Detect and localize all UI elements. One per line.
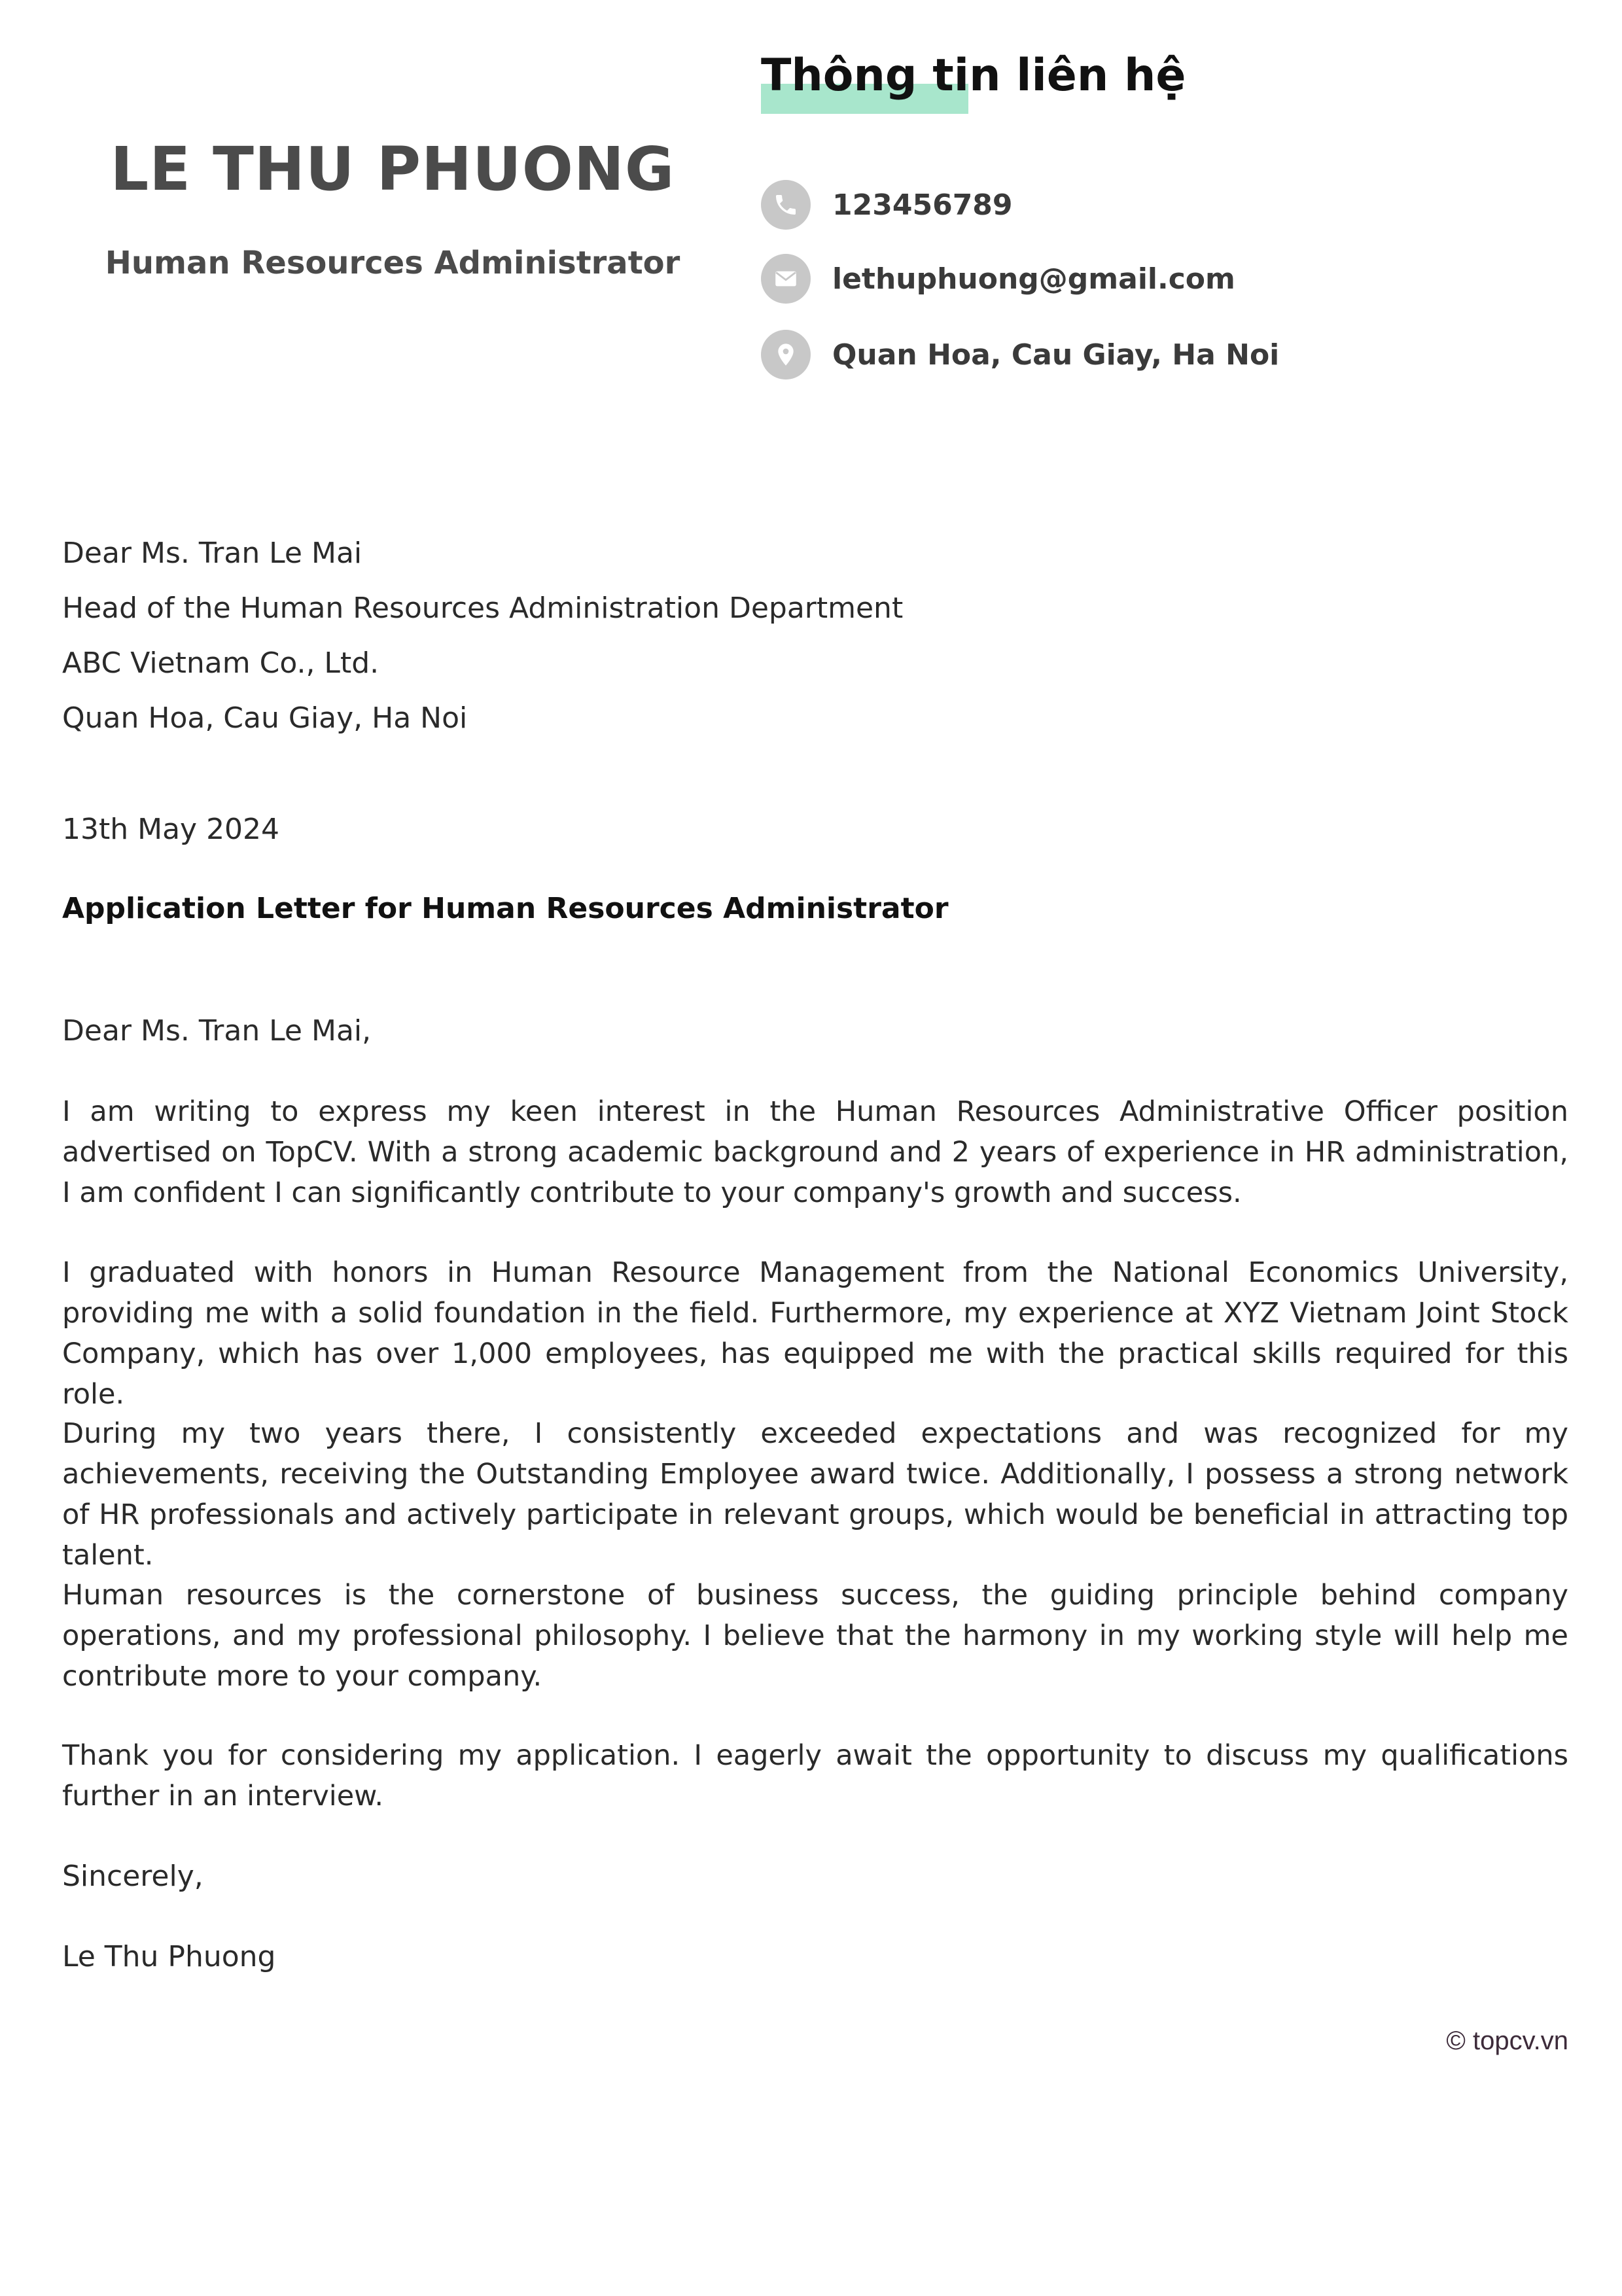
applicant-job-title: Human Resources Administrator <box>105 245 680 281</box>
letter-paragraph: During my two years there, I consistently exceeded expectations and was recognized for my achievements, receiving the Outstanding Employee award twice. Additionally, I possess a strong network of HR professionals and actively participate in relevant groups, which would be beneficial in attracting top talent. <box>62 1417 1568 1572</box>
letter-paragraph: Thank you for considering my application. I eagerly await the opportunity to discuss my qualifications further in an interview. <box>62 1739 1568 1812</box>
letter-closing: Sincerely, <box>62 1860 203 1893</box>
contact-email-row <box>761 253 1235 304</box>
contact-address-row <box>761 329 1279 380</box>
letter-paragraph: I graduated with honors in Human Resource Management from the National Economics University, providing me with a solid foundation in the field. Furthermore, my experience at XYZ Vietnam Joint Stock Company, which has over 1,000 employees, has equipped me with the practical skills required for this role. <box>62 1256 1568 1411</box>
letter-salutation: Dear Ms. Tran Le Mai, <box>62 1014 372 1048</box>
recipient-address: Quan Hoa, Cau Giay, Ha Noi <box>62 701 468 735</box>
letter-date: 13th May 2024 <box>62 813 280 846</box>
map-pin-icon <box>761 330 811 380</box>
envelope-icon <box>761 254 811 304</box>
recipient-company: ABC Vietnam Co., Ltd. <box>62 646 379 680</box>
letter-paragraph: I am writing to express my keen interest in the Human Resources Administrative Officer position advertised on TopCV. With a strong academic background and 2 years of experience in HR administration, I am confident I can significantly contribute to your company's growth and success. <box>62 1095 1568 1209</box>
letter-signature: Le Thu Phuong <box>62 1940 276 1973</box>
recipient-position: Head of the Human Resources Administration Department <box>62 592 904 625</box>
letter-subject: Application Letter for Human Resources Administrator <box>62 892 949 925</box>
contact-heading: Thông tin liên hệ <box>761 50 1186 101</box>
topcv-watermark: © topcv.vn <box>1446 2026 1568 2055</box>
recipient-block <box>62 526 1568 746</box>
contact-address: Quan Hoa, Cau Giay, Ha Noi <box>832 338 1280 372</box>
contact-phone-row <box>761 179 1013 230</box>
applicant-name: LE THU PHUONG <box>110 134 675 204</box>
phone-icon <box>761 180 811 230</box>
recipient-name: Dear Ms. Tran Le Mai <box>62 537 362 570</box>
contact-phone: 123456789 <box>832 188 1013 222</box>
contact-email: lethuphuong@gmail.com <box>832 262 1235 296</box>
letter-paragraph: Human resources is the cornerstone of business success, the guiding principle behind company operations, and my professional philosophy. I believe that the harmony in my working style will help me contribute more to your company. <box>62 1579 1568 1693</box>
